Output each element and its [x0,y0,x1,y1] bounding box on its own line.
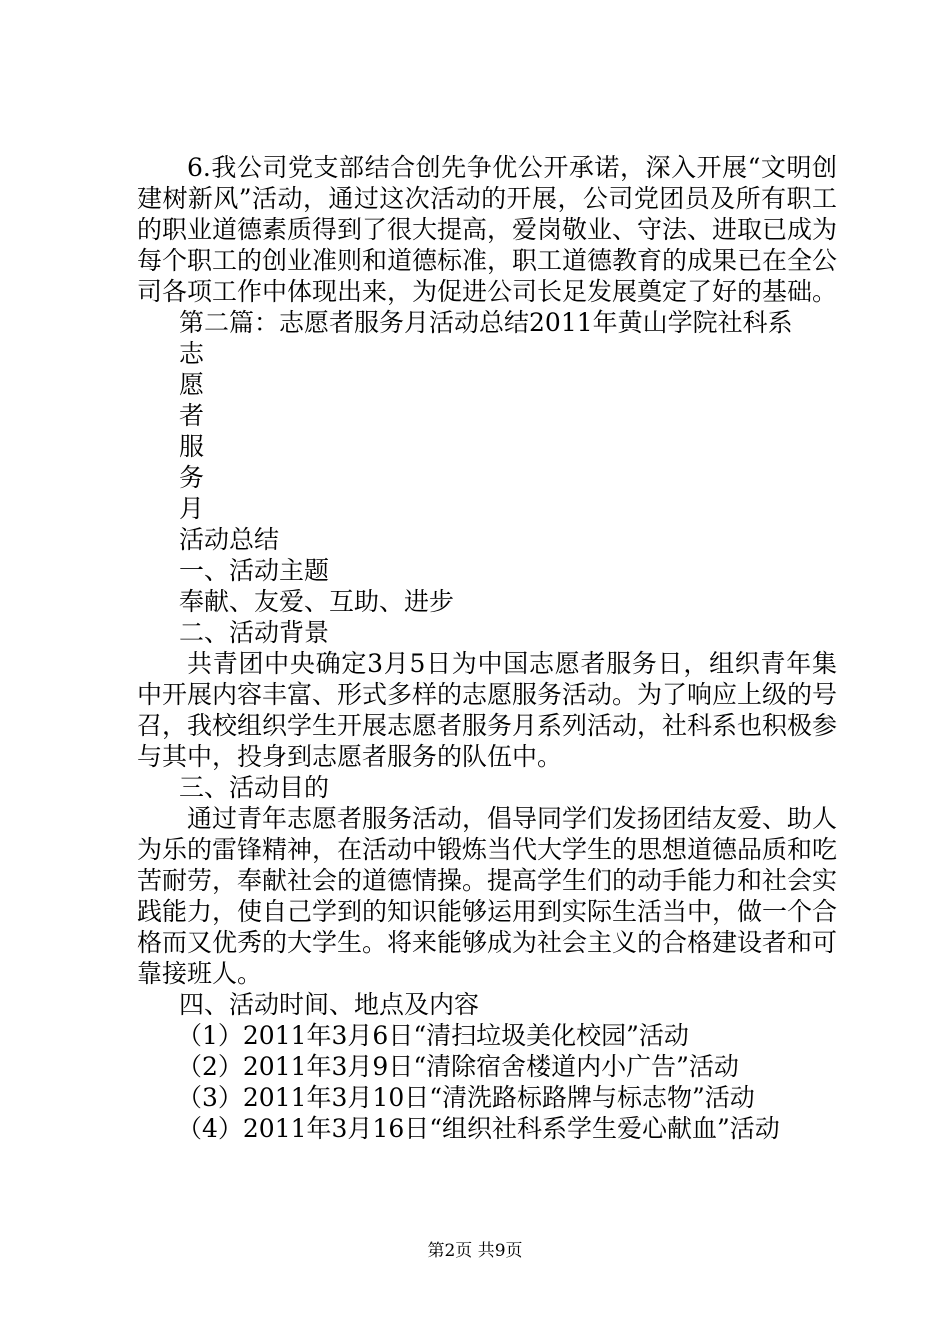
vertical-title-char: 者 [179,401,205,430]
activity-item: （2）2011年3月9日“清除宿舍楼道内小广告”活动 [177,1052,739,1081]
summary-title: 活动总结 [179,525,280,554]
activity-item: （4）2011年3月16日“组织社科系学生爱心献血”活动 [177,1114,780,1143]
vertical-title-char: 服 [179,432,205,461]
section-heading-background: 二、活动背景 [179,618,330,647]
activity-item: （3）2011年3月10日“清洗路标路牌与标志物”活动 [177,1083,755,1112]
document-body [137,152,837,1144]
chapter-title: 第二篇：志愿者服务月活动总结2011年黄山学院社科系 [179,308,793,337]
section-body-theme: 奉献、友爱、互助、进步 [179,587,455,616]
vertical-title-char: 月 [179,494,205,523]
section-heading-theme: 一、活动主题 [179,556,330,585]
vertical-title-char: 志 [179,339,205,368]
vertical-title-char: 务 [179,463,205,492]
activity-item: （1）2011年3月6日“清扫垃圾美化校园”活动 [177,1021,689,1050]
section-heading-schedule: 四、活动时间、地点及内容 [179,990,480,1019]
section-body-purpose: 通过青年志愿者服务活动，倡导同学们发扬团结友爱、助人为乐的雷锋精神，在活动中锻炼当代大学生的思想道德品质和吃苦耐劳，奉献社会的道德情操。提高学生们的动手能力和社会实践能力，使自己学到的知识能够运用到实际生活当中，做一个合格而又优秀的大学生。将来能够成为社会主义的合格建设者和可靠接班人。 [137,804,838,988]
section-body-background: 共青团中央确定3月5日为中国志愿者服务日，组织青年集中开展内容丰富、形式多样的志愿服务活动。为了响应上级的号召，我校组织学生开展志愿者服务月系列活动，社科系也积极参与其中，投身到志愿者服务的队伍中。 [137,649,838,771]
section-heading-purpose: 三、活动目的 [179,773,330,802]
vertical-title-char: 愿 [179,370,205,399]
paragraph-civilization-campaign: 6.我公司党支部结合创先争优公开承诺，深入开展“文明创建树新风”活动，通过这次活动的开展，公司党团员及所有职工的职业道德素质得到了很大提高，爱岗敬业、守法、进取已成为每个职工的创业准则和道德标准，职工道德教育的成果已在全公司各项工作中体现出来，为促进公司长足发展奠定了好的基础。 [137,153,838,306]
page-number: 第2页 共9页 [427,1241,523,1261]
page-footer [0,1240,950,1262]
